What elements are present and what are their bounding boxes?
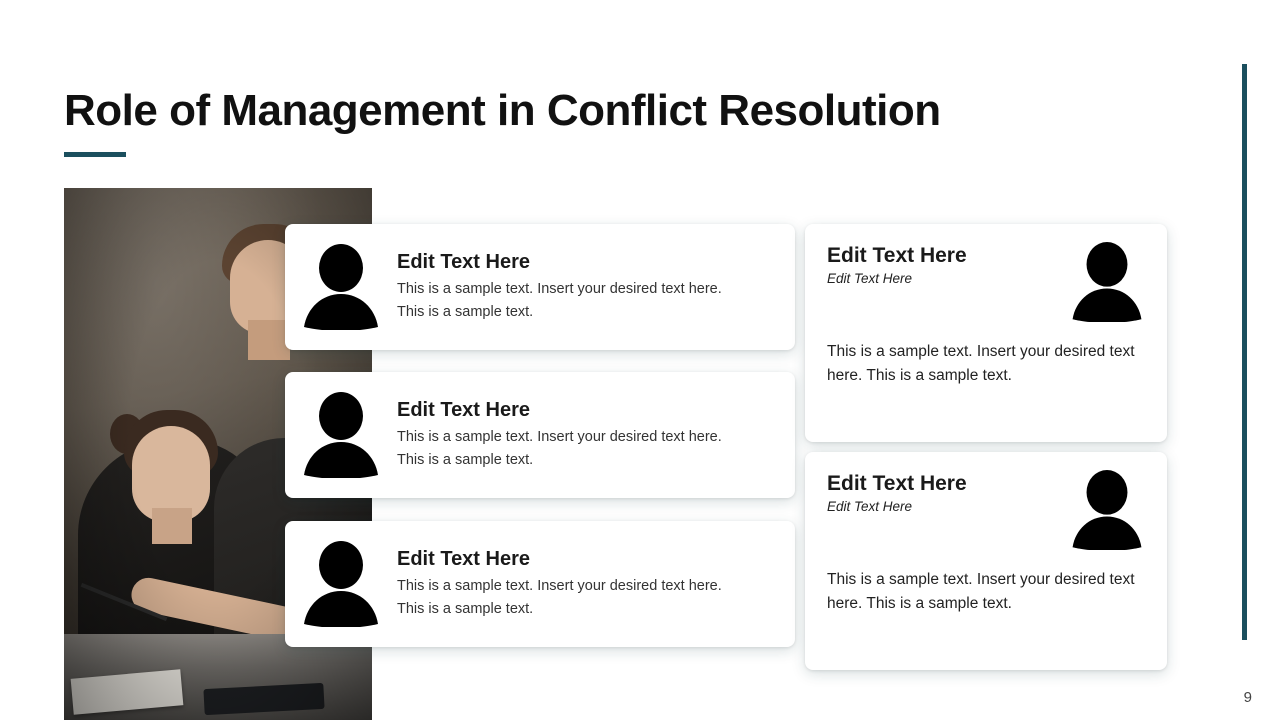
card-text (397, 251, 756, 322)
card-body: This is a sample text. Insert your desired text here. This is a sample text. (397, 281, 722, 320)
card-heading: Edit Text Here (827, 472, 967, 495)
card-body: This is a sample text. Insert your desired text here. This is a sample text. (397, 429, 722, 468)
content-card[interactable] (285, 521, 795, 647)
person-avatar-icon (285, 541, 397, 627)
card-heading: Edit Text Here (827, 244, 967, 267)
person-avatar-icon (1065, 242, 1149, 322)
card-body: This is a sample text. Insert your desired text here. This is a sample text. (827, 343, 1135, 385)
card-header-row (827, 244, 1145, 322)
card-header-text (827, 472, 967, 514)
page-title: Role of Management in Conflict Resolution (64, 86, 941, 135)
content-card[interactable] (285, 372, 795, 498)
content-card[interactable] (805, 452, 1167, 670)
card-heading: Edit Text Here (397, 251, 530, 274)
page-number: 9 (1243, 689, 1252, 706)
card-body: This is a sample text. Insert your desired text here. This is a sample text. (827, 571, 1135, 613)
person-avatar-icon (1065, 470, 1149, 550)
person-avatar-icon (285, 392, 397, 478)
card-heading: Edit Text Here (397, 399, 530, 422)
card-body: This is a sample text. Insert your desired text here. This is a sample text. (397, 578, 722, 617)
right-accent-bar (1242, 64, 1247, 640)
card-subtitle: Edit Text Here (827, 498, 913, 514)
card-subtitle: Edit Text Here (827, 270, 913, 286)
card-header-text (827, 244, 967, 286)
content-card[interactable] (285, 224, 795, 350)
card-text (397, 548, 756, 619)
person-avatar-icon (285, 244, 397, 330)
content-card[interactable] (805, 224, 1167, 442)
card-heading: Edit Text Here (397, 548, 530, 571)
card-text (397, 399, 756, 470)
title-underline (64, 152, 126, 157)
card-header-row (827, 472, 1145, 550)
